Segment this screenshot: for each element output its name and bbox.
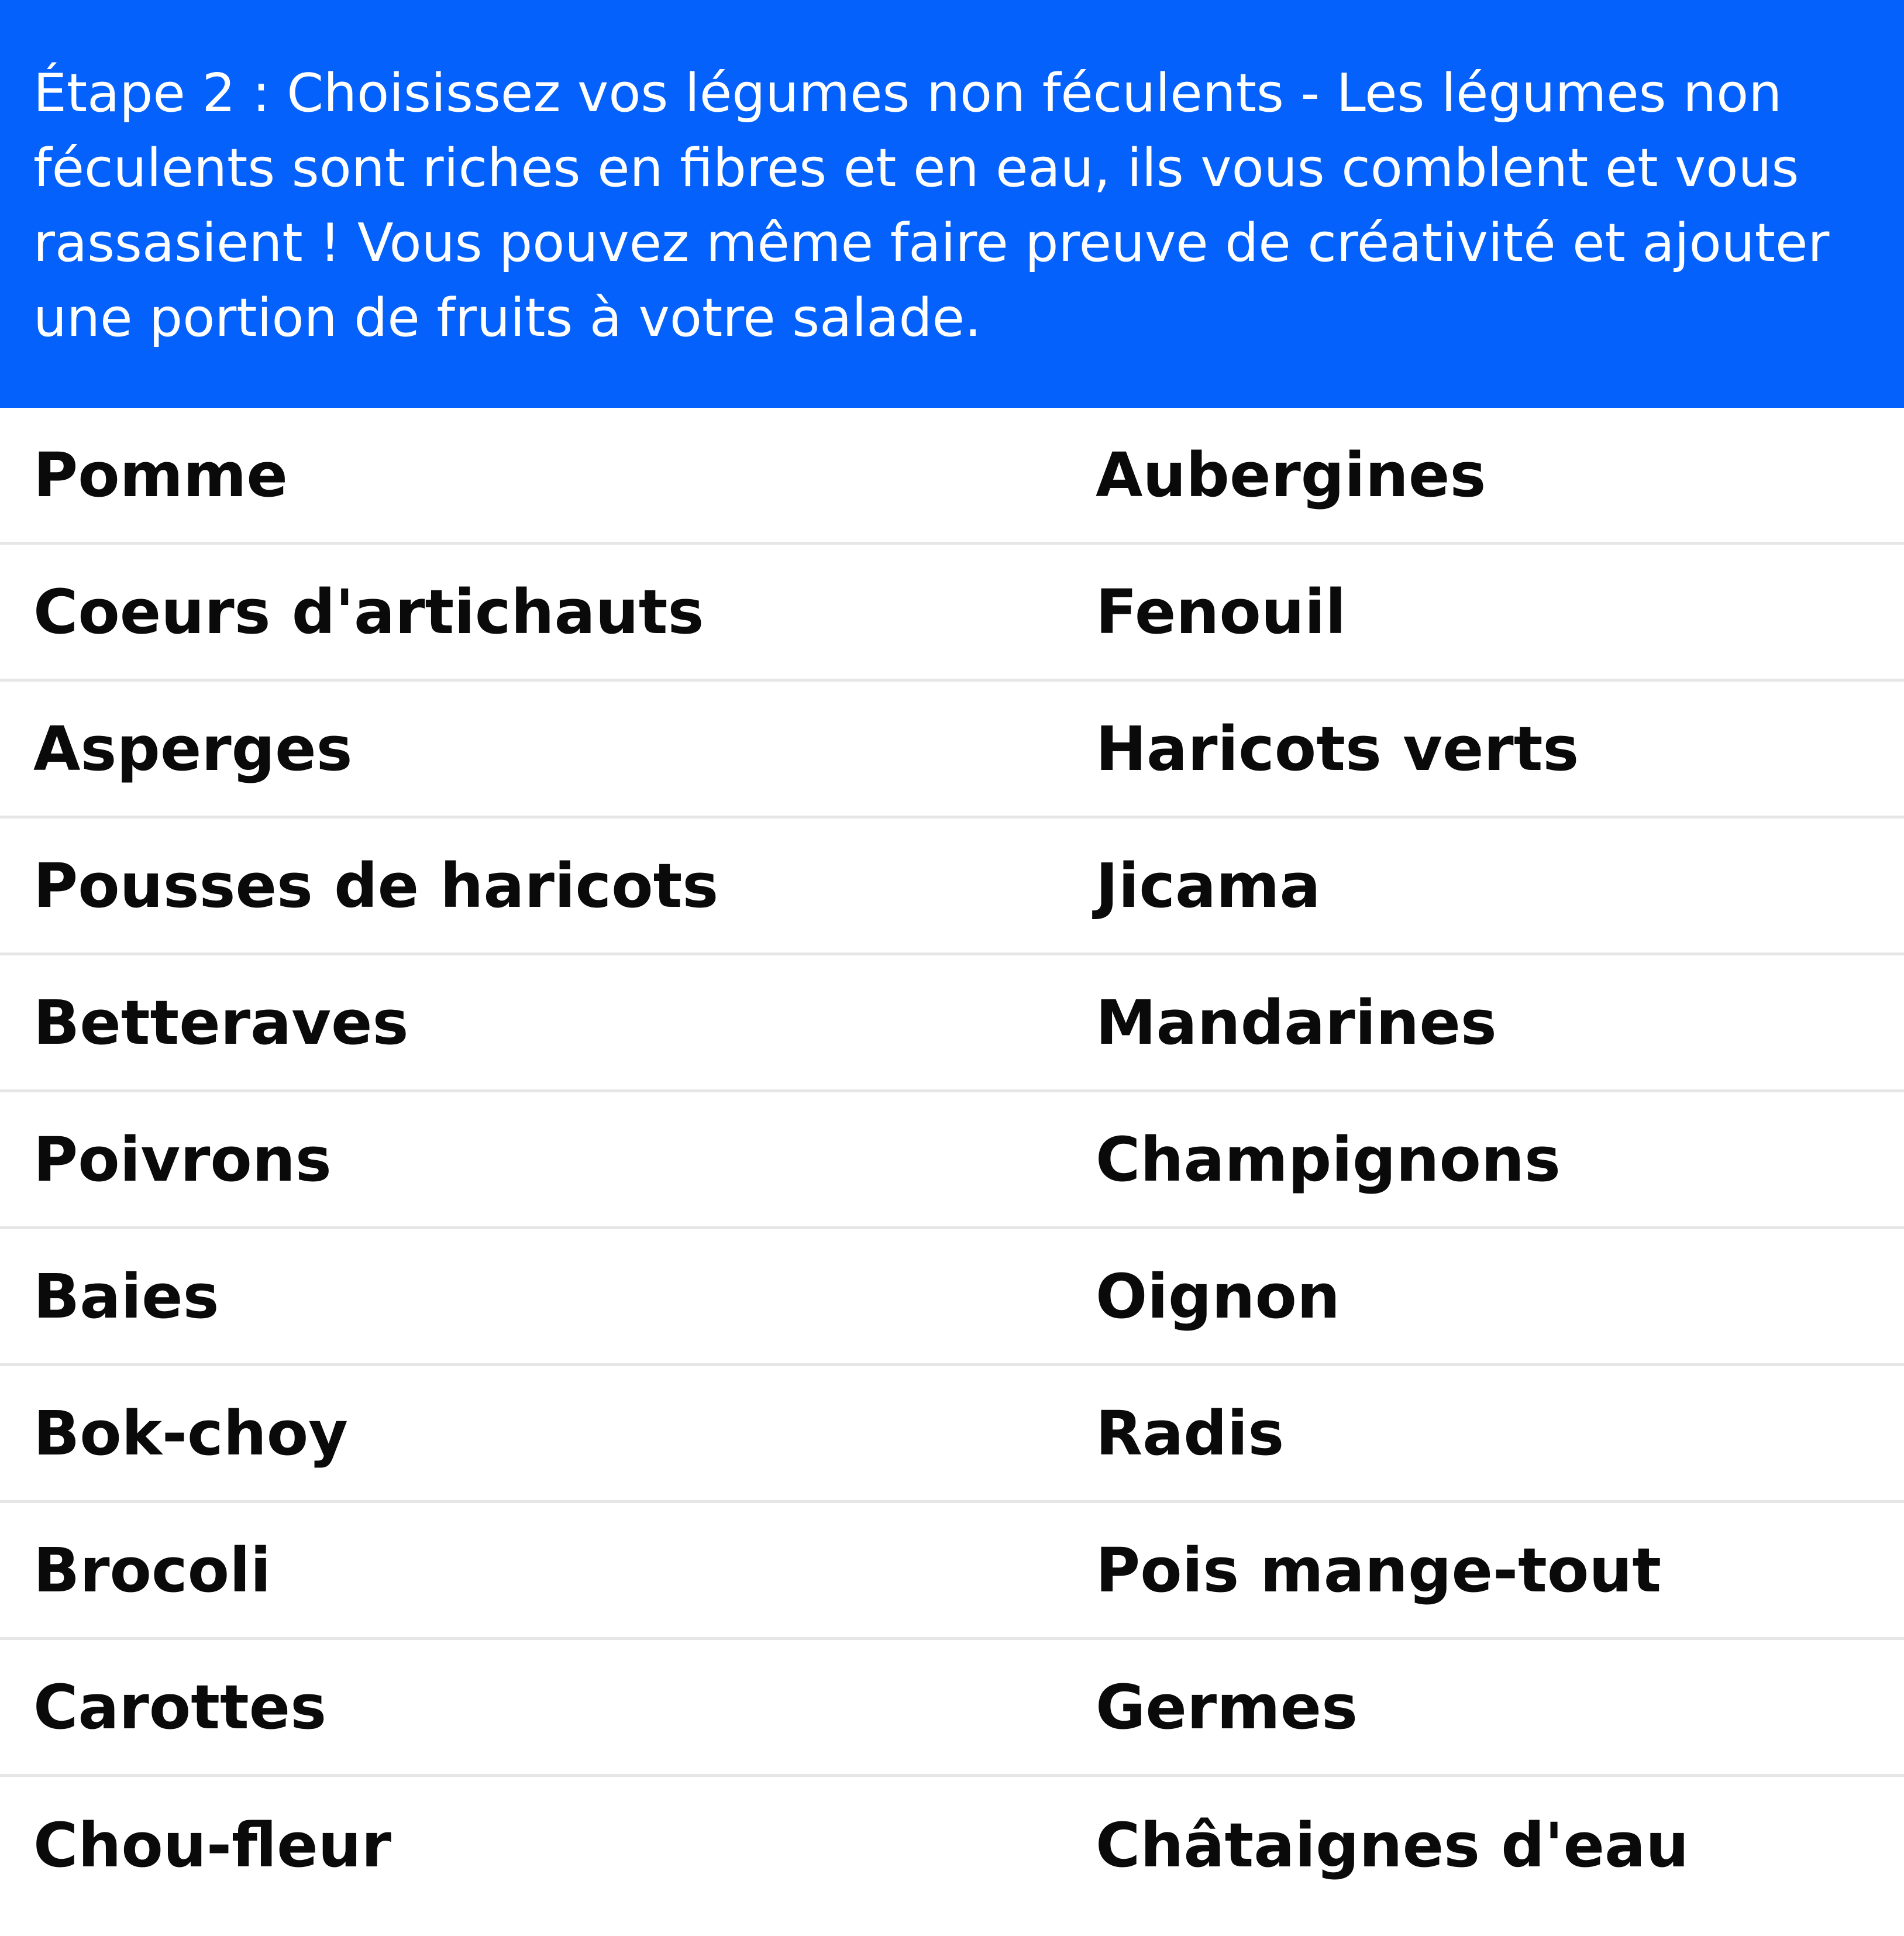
table-row [0, 955, 1904, 1092]
instruction-text: Étape 2 : Choisissez vos légumes non féculents - Les légumes non féculents sont riches en fibres et en eau, ils vous comblent et vous rassasient ! Vous pouvez même faire preuve de créativité et ajouter une portion de fruits à votre salade. [33, 63, 1830, 349]
instruction-banner [0, 0, 1904, 408]
table-row [0, 819, 1904, 955]
table-cell-right: Champignons [1096, 1123, 1561, 1195]
table-row [0, 1640, 1904, 1777]
table-cell-right: Oignon [1096, 1260, 1341, 1332]
table-row [0, 682, 1904, 819]
table-cell-right: Radis [1096, 1397, 1285, 1469]
table-row [0, 408, 1904, 545]
table-row [0, 1092, 1904, 1229]
table-cell-right: Fenouil [1096, 576, 1347, 648]
table-cell-left: Bok-choy [33, 1397, 348, 1469]
table-row [0, 1366, 1904, 1503]
table-cell-right: Aubergines [1096, 439, 1486, 511]
table-cell-right: Jicama [1096, 850, 1321, 921]
table-cell-left: Pomme [33, 439, 288, 511]
table-cell-right: Haricots verts [1096, 713, 1579, 785]
table-cell-left: Chou-fleur [33, 1810, 391, 1881]
table-cell-right: Châtaignes d'eau [1096, 1810, 1689, 1881]
table-cell-left: Baies [33, 1260, 219, 1332]
table-row [0, 1777, 1904, 1914]
vegetable-table [0, 408, 1904, 1914]
table-row [0, 1503, 1904, 1640]
table-cell-left: Carottes [33, 1671, 327, 1743]
table-cell-right: Mandarines [1096, 986, 1497, 1058]
table-cell-right: Pois mange-tout [1096, 1534, 1662, 1606]
table-cell-left: Pousses de haricots [33, 850, 719, 921]
table-row [0, 545, 1904, 682]
table-cell-left: Asperges [33, 713, 353, 785]
table-cell-left: Poivrons [33, 1123, 332, 1195]
table-cell-left: Coeurs d'artichauts [33, 576, 704, 648]
table-cell-left: Brocoli [33, 1534, 271, 1606]
table-cell-left: Betteraves [33, 986, 409, 1058]
table-row [0, 1229, 1904, 1366]
table-cell-right: Germes [1096, 1671, 1358, 1743]
